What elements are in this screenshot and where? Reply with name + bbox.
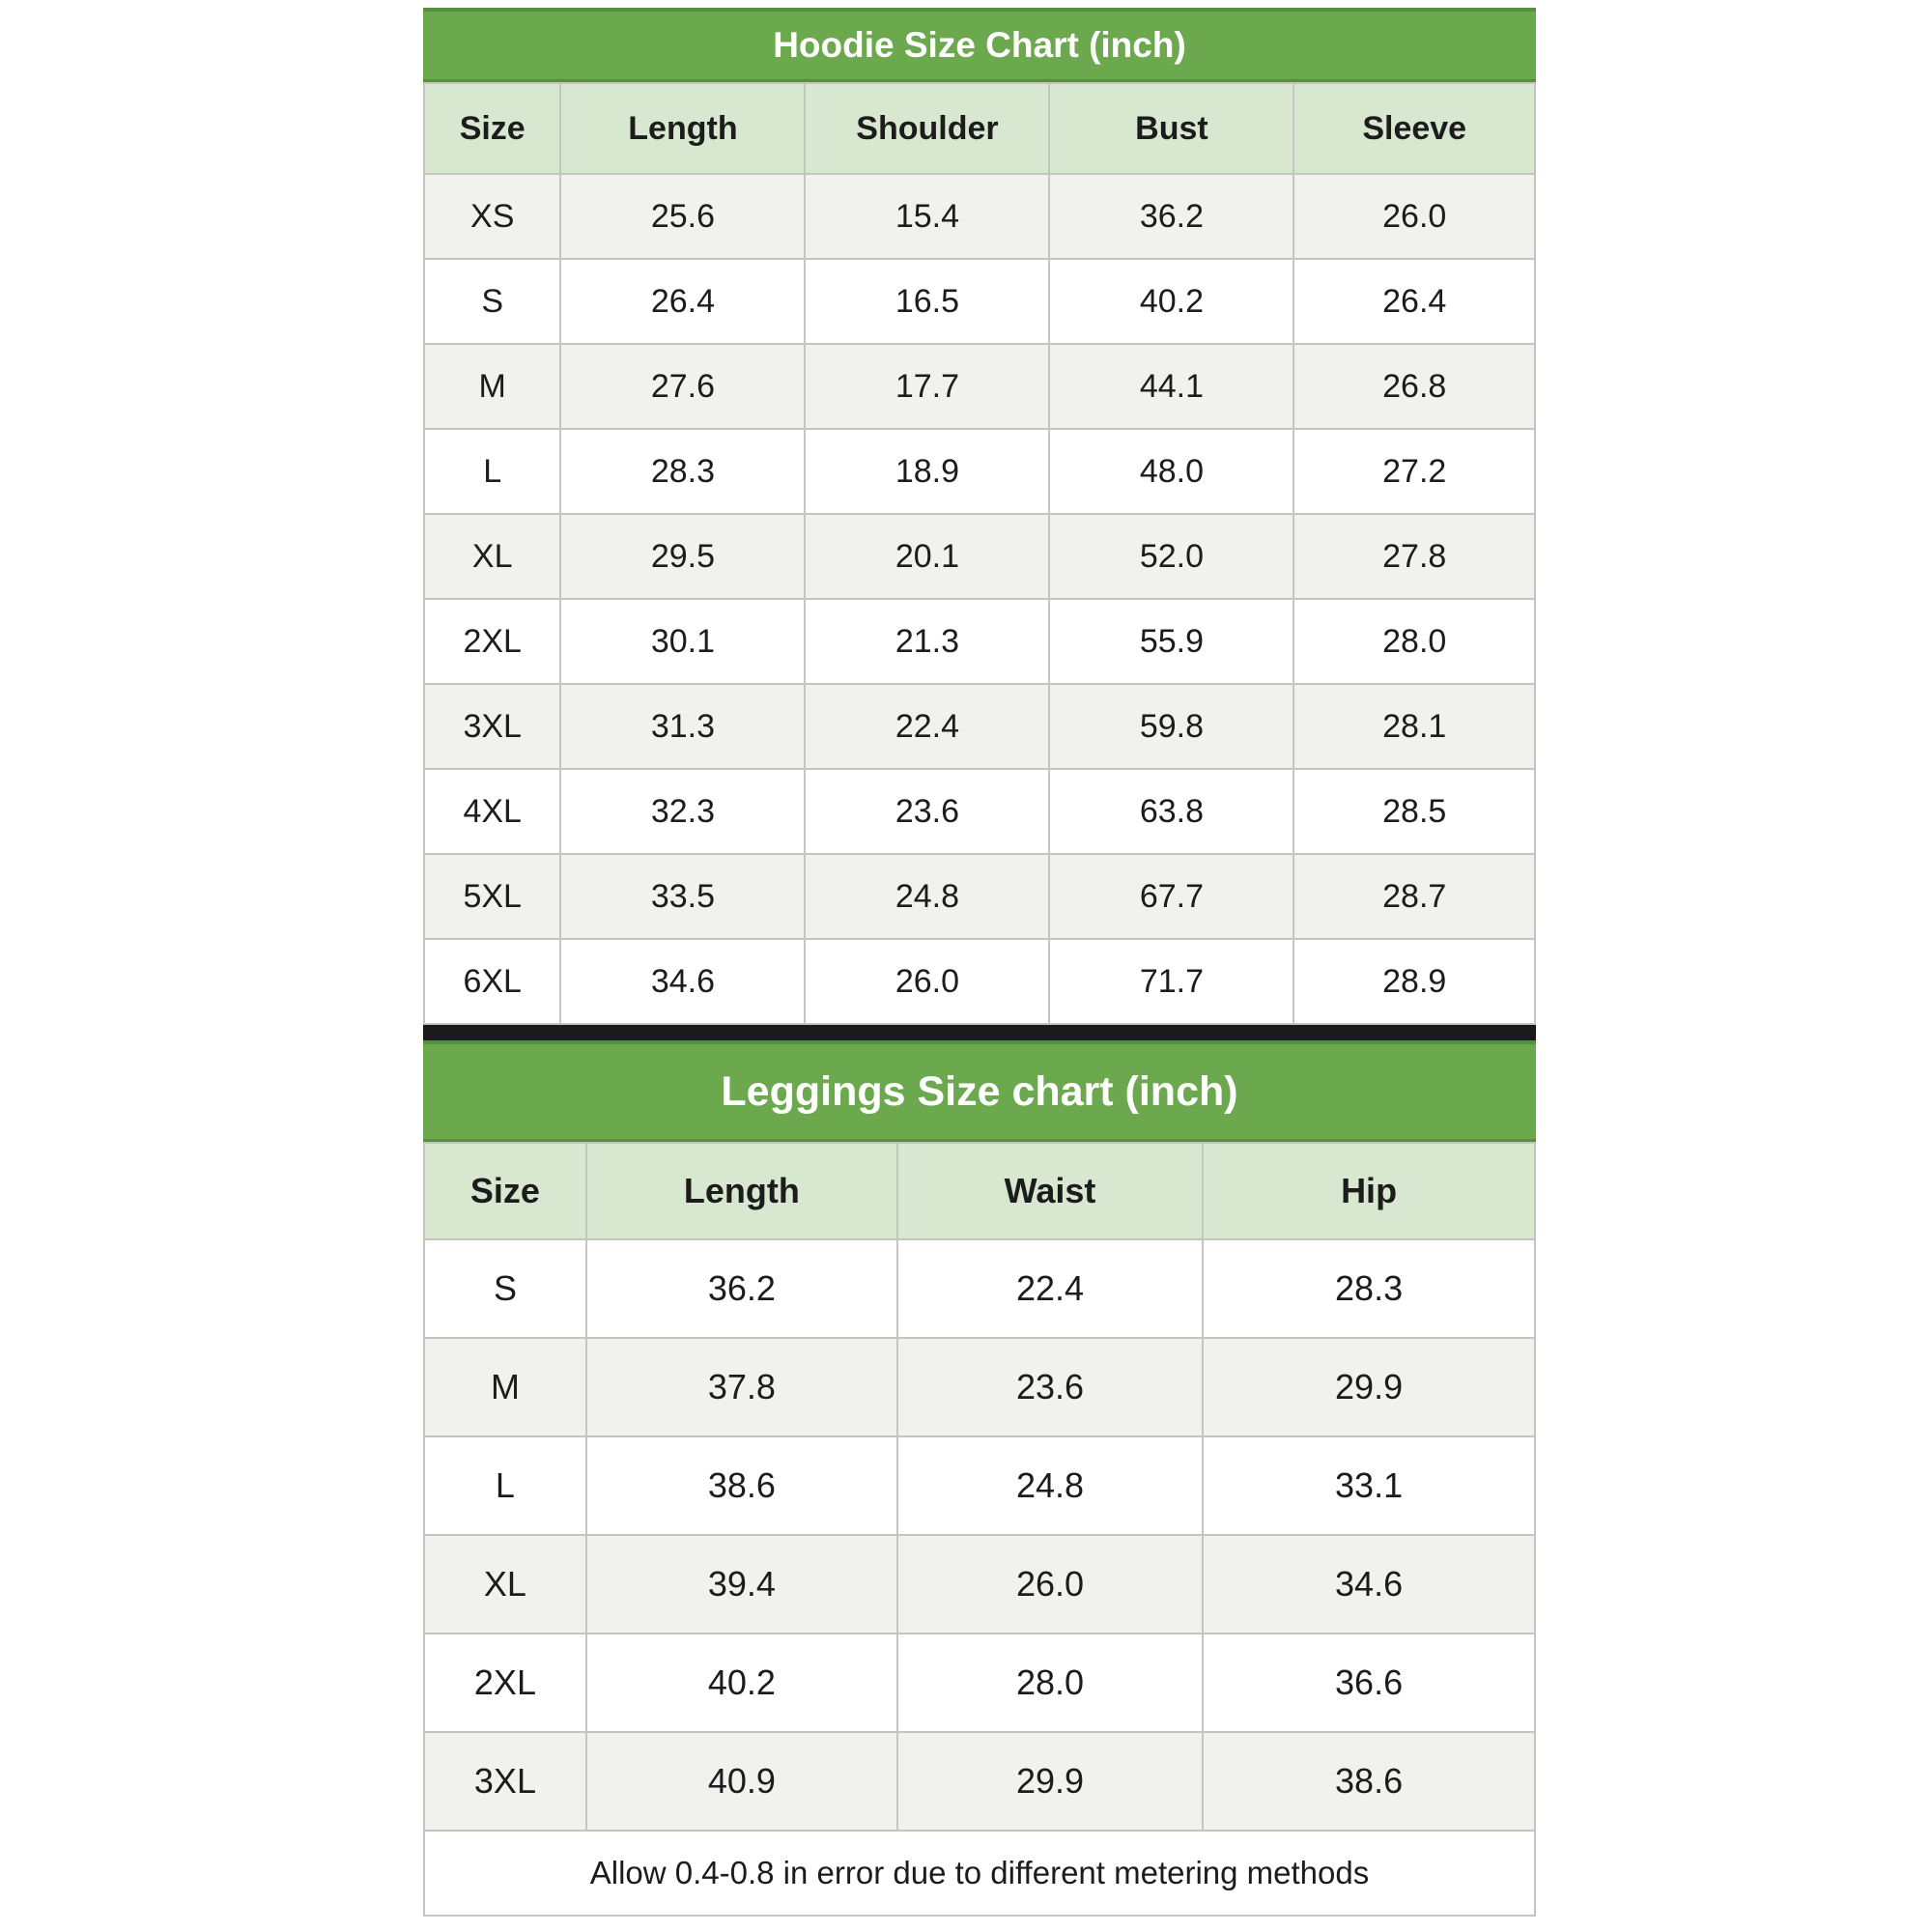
value-cell: 29.9 [1203,1338,1535,1436]
value-cell: 33.1 [1203,1436,1535,1535]
column-header-length: Length [560,83,805,174]
value-cell: 31.3 [560,684,805,769]
table-row [424,854,1535,939]
value-cell: 28.1 [1293,684,1535,769]
size-cell: 5XL [424,854,560,939]
value-cell: 40.9 [586,1732,897,1831]
size-cell: 2XL [424,599,560,684]
value-cell: 44.1 [1049,344,1293,429]
table-divider-bar [423,1025,1536,1040]
value-cell: 22.4 [805,684,1049,769]
hoodie-size-table [423,82,1536,1025]
column-header-sleeve: Sleeve [1293,83,1535,174]
value-cell: 40.2 [586,1634,897,1732]
value-cell: 21.3 [805,599,1049,684]
table-row [424,1535,1535,1634]
size-cell: 2XL [424,1634,586,1732]
table-row [424,174,1535,259]
size-cell: L [424,429,560,514]
value-cell: 27.8 [1293,514,1535,599]
value-cell: 38.6 [1203,1732,1535,1831]
leggings-chart-title: Leggings Size chart (inch) [423,1040,1536,1142]
table-row [424,1634,1535,1732]
value-cell: 36.2 [586,1239,897,1338]
value-cell: 34.6 [560,939,805,1024]
value-cell: 26.0 [897,1535,1203,1634]
value-cell: 23.6 [897,1338,1203,1436]
table-row [424,429,1535,514]
size-cell: 4XL [424,769,560,854]
value-cell: 28.5 [1293,769,1535,854]
column-header-hip: Hip [1203,1143,1535,1239]
value-cell: 23.6 [805,769,1049,854]
table-row [424,599,1535,684]
value-cell: 55.9 [1049,599,1293,684]
value-cell: 27.6 [560,344,805,429]
value-cell: 59.8 [1049,684,1293,769]
value-cell: 18.9 [805,429,1049,514]
size-cell: S [424,1239,586,1338]
value-cell: 28.0 [1293,599,1535,684]
table-row [424,939,1535,1024]
value-cell: 27.2 [1293,429,1535,514]
value-cell: 26.4 [560,259,805,344]
table-row [424,259,1535,344]
size-cell: 6XL [424,939,560,1024]
table-row [424,1338,1535,1436]
value-cell: 29.9 [897,1732,1203,1831]
value-cell: 28.3 [1203,1239,1535,1338]
column-header-length: Length [586,1143,897,1239]
table-row [424,1239,1535,1338]
value-cell: 26.0 [805,939,1049,1024]
value-cell: 52.0 [1049,514,1293,599]
column-header-size: Size [424,1143,586,1239]
value-cell: 63.8 [1049,769,1293,854]
column-header-bust: Bust [1049,83,1293,174]
value-cell: 71.7 [1049,939,1293,1024]
table-row [424,1732,1535,1831]
column-header-size: Size [424,83,560,174]
size-cell: S [424,259,560,344]
hoodie-header-row [424,83,1535,174]
size-cell: M [424,344,560,429]
size-cell: XS [424,174,560,259]
column-header-waist: Waist [897,1143,1203,1239]
table-row [424,769,1535,854]
value-cell: 39.4 [586,1535,897,1634]
value-cell: 33.5 [560,854,805,939]
leggings-size-table [423,1142,1536,1832]
size-cell: 3XL [424,684,560,769]
value-cell: 28.3 [560,429,805,514]
table-row [424,344,1535,429]
value-cell: 26.0 [1293,174,1535,259]
value-cell: 48.0 [1049,429,1293,514]
size-cell: L [424,1436,586,1535]
value-cell: 15.4 [805,174,1049,259]
value-cell: 37.8 [586,1338,897,1436]
size-cell: XL [424,514,560,599]
value-cell: 17.7 [805,344,1049,429]
value-cell: 22.4 [897,1239,1203,1338]
leggings-header-row [424,1143,1535,1239]
value-cell: 67.7 [1049,854,1293,939]
value-cell: 28.0 [897,1634,1203,1732]
value-cell: 28.7 [1293,854,1535,939]
value-cell: 36.6 [1203,1634,1535,1732]
value-cell: 30.1 [560,599,805,684]
size-cell: XL [424,1535,586,1634]
hoodie-chart-title: Hoodie Size Chart (inch) [423,8,1536,82]
value-cell: 29.5 [560,514,805,599]
value-cell: 32.3 [560,769,805,854]
value-cell: 28.9 [1293,939,1535,1024]
value-cell: 25.6 [560,174,805,259]
value-cell: 26.8 [1293,344,1535,429]
size-cell: M [424,1338,586,1436]
value-cell: 20.1 [805,514,1049,599]
value-cell: 16.5 [805,259,1049,344]
value-cell: 24.8 [897,1436,1203,1535]
table-row [424,1436,1535,1535]
value-cell: 34.6 [1203,1535,1535,1634]
value-cell: 24.8 [805,854,1049,939]
column-header-shoulder: Shoulder [805,83,1049,174]
table-row [424,514,1535,599]
table-row [424,684,1535,769]
size-chart-sheet [423,0,1536,1917]
value-cell: 26.4 [1293,259,1535,344]
measurement-error-note: Allow 0.4-0.8 in error due to different metering methods [423,1832,1536,1917]
value-cell: 38.6 [586,1436,897,1535]
value-cell: 36.2 [1049,174,1293,259]
size-cell: 3XL [424,1732,586,1831]
value-cell: 40.2 [1049,259,1293,344]
